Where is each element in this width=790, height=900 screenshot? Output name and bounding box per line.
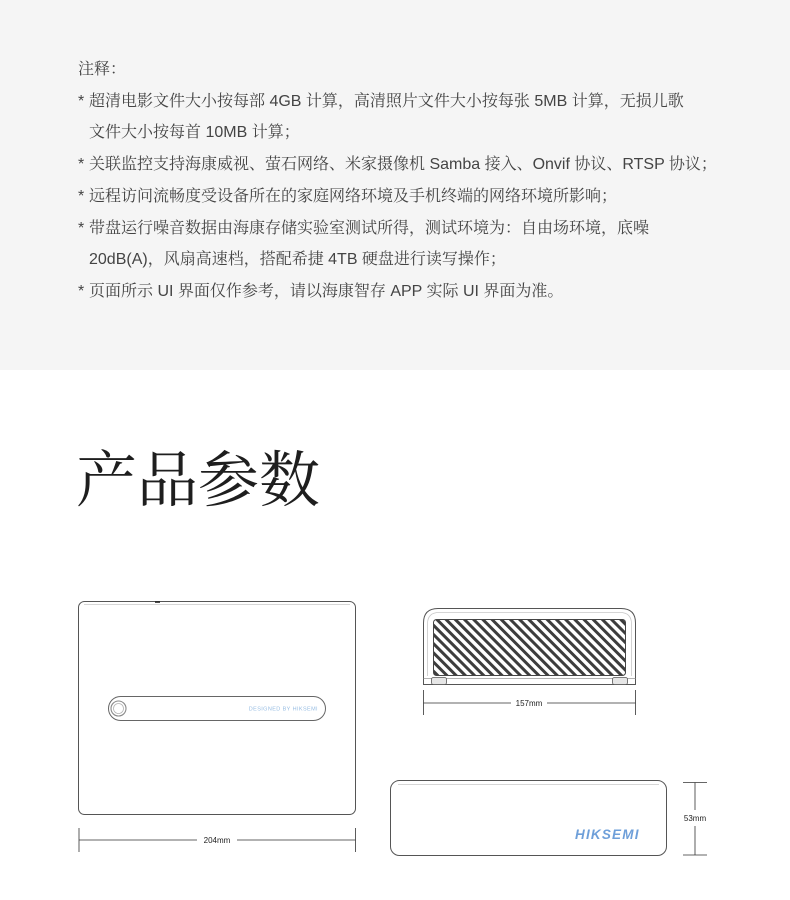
note-bullet: * <box>78 219 85 237</box>
note-item <box>78 149 768 181</box>
notes-heading: 注释： <box>78 61 127 78</box>
specs-title: 产品参数 <box>76 446 321 514</box>
vent-grille <box>434 620 626 676</box>
note-bullet: * <box>78 282 85 300</box>
rear-width-label: 157mm <box>515 699 543 708</box>
rear-foot-right <box>613 678 628 685</box>
note-line: 20dB(A)，风扇高速档，搭配希捷 4TB 硬盘进行读写操作； <box>89 251 506 269</box>
note-line: 超清电影文件大小按每部 4GB 计算，高清照片文件大小按每张 5MB 计算，无损儿歌 <box>89 92 684 110</box>
note-item <box>78 86 768 149</box>
dimension-drawings <box>0 580 790 880</box>
rear-foot-left <box>432 678 447 685</box>
note-line: 页面所示 UI 界面仅作参考，请以海康智存 APP 实际 UI 界面为准。 <box>89 282 564 300</box>
note-item <box>78 213 768 276</box>
notes-section <box>78 54 768 308</box>
note-item <box>78 181 768 213</box>
badge-text: DESIGNED BY HIKSEMI <box>248 706 318 713</box>
note-bullet: * <box>78 187 85 205</box>
note-bullet: * <box>78 156 85 174</box>
side-view <box>391 781 667 856</box>
note-line: 带盘运行噪音数据由海康存储实验室测试所得，测试环境为：自由场环境，底噪 <box>89 219 650 237</box>
front-width-dimension <box>79 828 356 852</box>
front-width-label: 204mm <box>203 836 231 845</box>
note-bullet: * <box>78 92 85 110</box>
front-view <box>79 602 356 815</box>
rear-width-dimension <box>424 690 636 715</box>
rear-view <box>424 609 636 685</box>
note-line: 文件大小按每首 10MB 计算； <box>89 124 300 142</box>
side-height-dimension <box>683 783 707 856</box>
note-line: 关联监控支持海康威视、萤石网络、米家摄像机 Samba 接入、Onvif 协议、RTSP 协议； <box>89 156 717 174</box>
side-height-label: 53mm <box>683 814 707 823</box>
note-item <box>78 276 768 308</box>
side-logo-text: HIKSEMI <box>575 827 640 842</box>
note-line: 远程访问流畅度受设备所在的家庭网络环境及手机终端的网络环境所影响； <box>89 187 618 205</box>
side-view-outline <box>391 781 667 856</box>
